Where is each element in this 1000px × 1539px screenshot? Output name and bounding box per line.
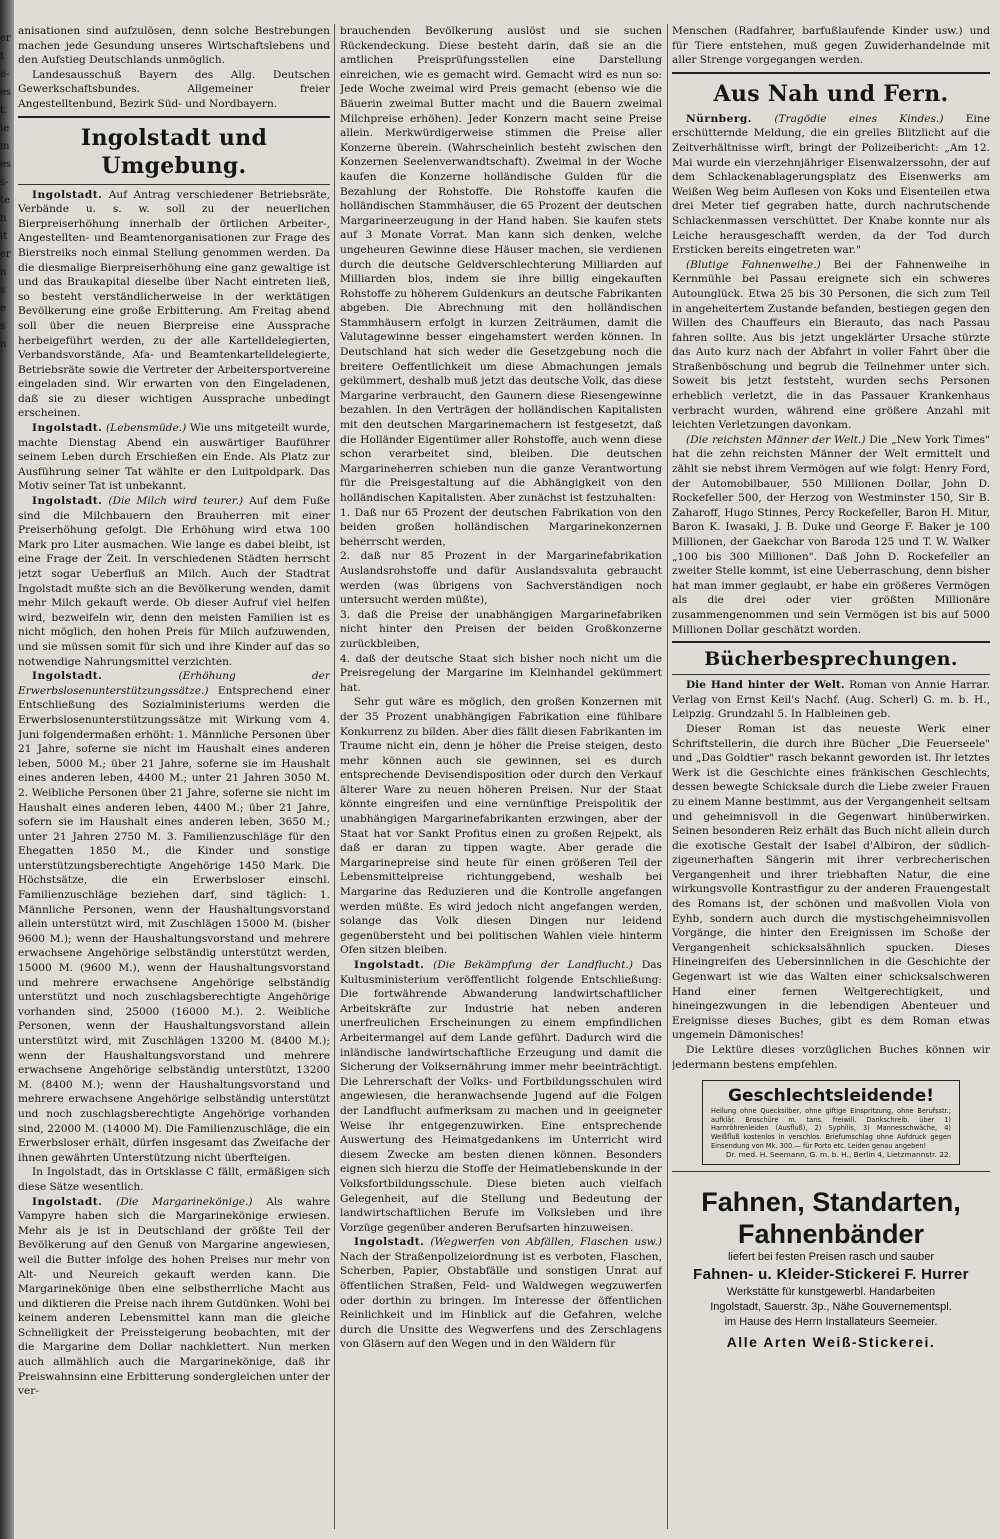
article-subtitle: (Die Milch wird teurer.) bbox=[108, 495, 244, 508]
section-heading-aus-nah-und-fern: Aus Nah und Fern. bbox=[713, 80, 949, 107]
article-paragraph bbox=[340, 958, 662, 1235]
article-subtitle: (Blutige Fahnenweihe.) bbox=[686, 258, 821, 271]
column-3 bbox=[672, 24, 990, 1533]
intro-signature: Landesausschuß Bayern des Allg. Deutschen Gewerkschaftsbundes. Allgemeiner freier Angestelltenbund, Bezirk Süd- und Nordbayern. bbox=[18, 68, 330, 110]
section-rule bbox=[18, 116, 330, 118]
ad-line: im Hause des Herrn Installateurs Seemeier. bbox=[724, 1315, 938, 1328]
edge-fragment: e- bbox=[0, 69, 10, 80]
edge-fragment: n bbox=[0, 267, 7, 278]
article-subtitle: (Die reichsten Männer der Welt.) bbox=[686, 433, 866, 446]
section-heading-buecherbesprechungen: Bücherbesprechungen. bbox=[704, 648, 958, 671]
article-paragraph bbox=[340, 652, 662, 696]
column-1 bbox=[18, 24, 330, 1533]
article-paragraph bbox=[18, 421, 330, 494]
article-subtitle: (Lebensmüde.) bbox=[106, 422, 187, 435]
edge-fragment: t. bbox=[0, 105, 8, 116]
article-text: 2. daß nur 85 Prozent in der Margarinefabrikation Auslandsrohstoffe und dafür Auslandsvaluta gebraucht werden (was übrigens von Sachverständigen noch untersucht werden müßte), bbox=[340, 550, 662, 607]
ad-title: Geschlechtsleidende! bbox=[727, 1086, 934, 1107]
column-divider-2 bbox=[667, 24, 668, 1529]
ad-line: liefert bei festen Preisen rasch und sauber bbox=[727, 1250, 935, 1263]
article-text: Die „New York Times" hat die zehn reichsten Männer der Welt ermittelt und zählt sie nebst ihrem Vermögen auf wie folgt: Henry Ford, der Automobilbauer, 550 Millionen Dollar, John D. Rockefeller 500, der Herzog von Westminster 150, Sir B. Zaharoff, Hugo Stinnes, Percy Rockefeller, Baron H. Mitur, Baron K. Iwasaki, J. B. Duke und George F. Baker je 100 Millionen, der Gaekchar von Baroda 125 und T. W. Walker „100 bis 300 Millionen". Daß John D. Rockefeller an zweiter Stelle kommt, ist eine Ueberraschung, denn bisher hat man immer geglaubt, er habe ein größeres Vermögen als die drei oder vier größten Millionäre zusammengenommen und sein Vermögen ist bis auf 5000 Millionen Dollar geschätzt worden. bbox=[672, 433, 990, 636]
ad-line: Werkstätte für kunstgewerbl. Handarbeiten bbox=[726, 1285, 936, 1298]
edge-fragment: s bbox=[0, 285, 6, 296]
article-text: 4. daß der deutsche Staat sich bisher noch nicht um die Preisregelung der Margarine im Kleinhandel gekümmert hat. bbox=[340, 652, 662, 694]
article-paragraph bbox=[340, 549, 662, 607]
article-paragraph bbox=[18, 188, 330, 422]
article-text: Auf Antrag verschiedener Betriebsräte, Verbände u. s. w. soll zu der neuerlichen Bierpreiserhöhung innerhalb der örtlichen Arbeiter-, Angestellten- und Beamtenorganisationen zur Frage des Bierstreiks noch einmal Stellung genommen werden. Da die diesmalige Bierpreiserhöhung eine ganz gewaltige ist und das Braukapital dieselbe über Nacht eintreten ließ, so besteht verständlicherweise in der werktätigen Bevölkerung eine große Erbitterung. Am Freitag abend soll über die neuen Bierpreise eine Aussprache herbeigeführt werden, zu der alle Kartelldelegierten, Verbandsvorstände, Afa- und Beamtenkartelldelegierte, Betriebsräte sowie die Vertreter der Arbeitersportvereine eingeladen sind. Wir erwarten von den Eingeladenen, daß sie zu dieser wichtigen Aussprache unbedingt erscheinen. bbox=[18, 188, 330, 420]
article-paragraph bbox=[340, 608, 662, 652]
edge-fragment: e bbox=[0, 303, 6, 314]
article-paragraph bbox=[672, 112, 990, 258]
dateline: Ingolstadt. bbox=[32, 1195, 103, 1208]
article-subtitle: (Tragödie eines Kindes.) bbox=[774, 112, 944, 125]
edge-fragment: es bbox=[0, 159, 12, 170]
article-subtitle: (Die Margarinekönige.) bbox=[116, 1195, 253, 1208]
article-text: 1. Daß nur 65 Prozent der deutschen Fabrikation von den beiden großen holländischen Margarinekonzernen beherrscht werden, bbox=[340, 506, 662, 548]
section-rule bbox=[672, 674, 990, 675]
article-paragraph bbox=[18, 1165, 330, 1194]
ad-body: Heilung ohne Quecksilber, ohne giftige Einspritzung, ohne Berufsstr.; aufklär. Broschüre m. tans. freiwill. Dankschreib. über 1) Harnröhrenleiden (Ausfluß), 2) Syphilis, 3) Mannesschwäche, 4) Weißfluß kostenlos in verschlos. Briefumschlag ohne Aufdruck gegen Einsendung von Mk. 300.— für Porto etc. Leiden genau angeben! bbox=[711, 1107, 951, 1150]
article-subtitle: (Erhöhung der Erwerbslosenunterstützungssätze.) bbox=[18, 670, 330, 697]
ad-rule bbox=[672, 1171, 990, 1172]
article-text: Als wahre Vampyre haben sich die Margarinekönige erwiesen. Mehr als je ist in Deutschland der größte Teil der Bevölkerung auf den Genuß von Margarine angewiesen, weil die Butter infolge des hohen Preises nur mehr von Alt- und Neureich gekauft werden kann. Die Margarinekönige üben eine selbstherrliche Macht aus und diktieren die Preise nach ihrem Gutdünken. Wohl bei keinem anderen Lebensmittel kann man die gleiche Schnelligkeit der Preissteigerung beobachten, mit der die Margarine dem Dollar nachklettert. Nun merken auch allmählich auch die Margarinekönige, daß ihr Preiswahnsinn eine Erbitterung sondergleichen unter der ver- bbox=[18, 1195, 330, 1398]
article-paragraph bbox=[340, 506, 662, 550]
column-1-articles bbox=[18, 188, 330, 1399]
cropped-column-fragments bbox=[0, 30, 14, 354]
dateline: Ingolstadt. bbox=[354, 1236, 425, 1249]
column-2 bbox=[340, 24, 662, 1533]
section-rule bbox=[672, 72, 990, 74]
article-text: In Ingolstadt, das in Ortsklasse C fällt, ermäßigen sich diese Sätze wesentlich. bbox=[18, 1166, 330, 1193]
article-text: Bei der Fahnenweihe in Kernmühle bei Passau ereignete sich ein schweres Autounglück. Etwa 25 bis 30 Personen, die sich zum Teil in angeheitertem Zustande befanden, bestiegen gegen den Willen des Chauffeurs ein Bierauto, das nach Passau fahren sollte. Aus bis jetzt ungeklärter Ursache stürzte das Auto kurz nach der Abfahrt in voller Fahrt über die Straßenböschung und begrub die Teilnehmer unter sich. Soweit bis jetzt feststeht, wurden sechs Personen erheblich verletzt, die in das Passauer Krankenhaus verbracht wurden, während eine größere Anzahl mit leichten Verletzungen davonkam. bbox=[672, 258, 990, 432]
dateline: Nürnberg. bbox=[686, 112, 752, 125]
article-paragraph bbox=[340, 24, 662, 506]
section-rule bbox=[672, 641, 990, 643]
edge-fragment: m bbox=[0, 141, 10, 152]
article-paragraph bbox=[340, 1235, 662, 1352]
article-text: Nach der Straßenpolizeiordnung ist es verboten, Flaschen, Scherben, Papier, Obstabfälle und sonstigen Unrat auf öffentlichen Straßen, Feld- und Waldwegen wegzuwerfen oder dorthin zu bringen. Im Interesse der öffentlichen Reinlichkeit und im Hinblick auf die Gefahren, welche durch die Unsitte des Wegwerfens und des Zerschlagens von Gläsern auf den Wegen und in den Wäldern für bbox=[340, 1250, 662, 1351]
article-text: Das Kultusministerium veröffentlicht folgende Entschließung: Die fortwährende Abwanderung landwirtschaftlicher Arbeitskräfte zur Industrie hat neben anderen unerfreulichen Erscheinungen zu einem empfindlichen Arbeitermangel auf dem Lande geführt. Dadurch wird die inländische landwirtschaftliche Erzeugung und damit die Sicherung der Volksernährung immer mehr beeinträchtigt. Die Lehrerschaft der Volks- und Fortbildungsschulen wird angewiesen, die heranwachsende Jugend auf die Folgen der Landflucht aufmerksam zu machen und in geeigneter Weise ihr entgegenzuwirken. Eine entsprechende Auswertung des Heimatgedankens im Unterricht wird diesem Zwecke am besten dienen können. Besonders eignen sich hierzu die Stoffe der Heimatlebenskunde in der Volksfortbildungsschule. Diese bieten auch vielfach Gelegenheit, auf die Stellung und Bedeutung der landwirtschaftlichen Berufe im Volksleben und ihre Vorzüge gegenüber anderen Berufsarten hinzuweisen. bbox=[340, 959, 662, 1234]
ad-headline-2: Fahnenbänder bbox=[737, 1218, 925, 1249]
article-text: Wie uns mitgeteilt wurde, machte Dienstag Abend ein auswärtiger Bauführer seinem Leben durch Erschießen ein Ende. Als Platz zur Ausführung seiner Tat wählte er den Luitpoldpark. Das Motiv seiner Tat ist unbekannt. bbox=[18, 422, 330, 493]
dateline: Ingolstadt. bbox=[32, 422, 103, 435]
book-meta: Roman von Annie Harrar. Verlag von Ernst Keil's Nachf. (Aug. Scherl) G. m. b. H., Leipzig. Grundzahl 5. In Halbleinen geb. bbox=[672, 679, 990, 721]
article-paragraph bbox=[672, 258, 990, 433]
article-text: Eine erschütternde Meldung, die ein grelles Blitzlicht auf die Zeitverhältnisse wirft, bringt der Polizeibericht: „Am 12. Mai wurde ein vierzehnjähriger Eisenwalzerssohn, der auf dem Schlackenablagerungsplatz des Eisenwerks am Weißen Weg beim Auflesen von Koks und Eisenteilen etwa drei Meter tief gegraben hatte, durch nachrutschende Schlackenmassen verschüttet. Der Knabe konnte nur als Leiche herausgeschafft werden, da der Tod durch Ersticken bereits eingetreten war." bbox=[672, 112, 990, 257]
article-paragraph bbox=[18, 669, 330, 1165]
edge-fragment: n bbox=[0, 339, 7, 350]
intro-paragraph: anisationen sind aufzulösen, denn solche Bestrebungen machen jede Gesundung unseres Wirtschaftslebens und den Aufstieg Deutschlands unmöglich. bbox=[18, 25, 330, 67]
dateline: Ingolstadt. bbox=[354, 959, 425, 971]
ad-headline-1: Fahnen, Standarten, bbox=[701, 1186, 961, 1217]
article-text: Sehr gut wäre es möglich, den großen Konzernen mit der 35 Prozent unabhängigen Fabrikation eine fühlbare Konkurrenz zu bilden. Aber dies fällt diesen Fabrikanten im Traume nicht ein, denn je höher die Preise steigen, desto mehr können auch sie gewinnen, sei es durch entsprechende Devisendisposition oder durch den Verkauf älterer Ware zu neuen höheren Preisen. Nur der Staat könnte eingreifen und eine vernünftige Preispolitik der unabhängigen Margarinefabrikanten erzwingen, aber der Staat hat vor Sankt Profitus einen zu großen Rejpekt, als daß er daran zu tippen wagte. Aber gerade die Margarinepreise sind heute für einen größeren Teil der Lebensmittelpreise richtunggebend, weshalb bei Margarine das Reduzieren und die Kontrolle angefangen werden müßte. Es wird jedoch nicht angefangen werden, solange das Volk diesen Dingen nur leidend gegenübersteht und bei politischen Wahlen viele hinterm Ofen sitzen bleiben. bbox=[340, 696, 662, 957]
article-paragraph bbox=[18, 1195, 330, 1399]
book-review-text: Dieser Roman ist das neueste Werk einer Schriftstellerin, die durch ihre Bücher „Die Feuerseele" und „Das Goldtier" rasch bekannt geworden ist. Ihr letztes Werk ist die Geschichte eines fränkischen Geschlechts, dessen bewegte Schicksale durch die Liebe zweier Frauen zu einem Manne bestimmt, aus der Vergangenheit seltsam und geheimnisvoll in die Gegenwart hinüberwirken. Seinen besonderen Reiz erhält das Buch nicht allein durch die exotische Gestalt der Isabel d'Albiron, der südlich-zigeunerhaften Sängerin mit ihrer verbrecherischen Vergangenheit und ihrer triebhaften Natur, die eine wirkungsvolle Kontrastfigur zu der anderen Frauengestalt des Romans ist, der schönen und maßvollen Viola von Eyhb, sondern auch durch die mystischgeheimnisvollen Vorgänge, die hinter den Ereignissen im Schoße der Vergangenheit schicksalsähnlich spucken. Dieses Hineingreifen des Uebersinnlichen in die Geschichte der Gegenwart ist wie das Walten einer schicksalschweren Hand einer fernen Weltgerechtigkeit, und hineingezwungen in die lebendigen Abenteuer und Ereignisse dieses Buches, gibt es dem Roman etwas ungemein Dämonisches! bbox=[672, 722, 990, 1042]
book-title: Die Hand hinter der Welt. bbox=[686, 679, 845, 692]
article-paragraph bbox=[672, 433, 990, 637]
edge-fragment: n bbox=[0, 213, 7, 224]
advertisement-geschlechtsleidende bbox=[702, 1080, 960, 1165]
section-rule bbox=[18, 184, 330, 185]
edge-fragment: er bbox=[0, 249, 11, 260]
article-text: brauchenden Bevölkerung auslöst und sie suchen Rückendeckung. Diese besteht darin, daß sie an die amtlichen Preisprüfungsstellen eine Darstellung einreichen, wie es gemacht wird. Gemacht wird es nun so: Jede Woche zweimal wird Preis gemacht (ebenso wie die Bäuerin zweimal Butter macht und die Bauern zweimal Milchpreise erhöhen). Jeder Konzern macht seine Preise allein. Merkwürdigerweise stimmen die Preise aller Konzerne überein. (Wahrscheinlich besteht zwischen den Konzernen Seelenverwandtschaft). Zweimal in der Woche kaufen die Konzerne holländische Gulden für die Bezahlung der Rohstoffe. Die Rohstoffe kaufen die holländischen Stammhäuser, die 65 Prozent der deutschen Margarineerzeugung in der Hand haben. Sie kaufen stets auf 3 Monate Vorrat. Man kann sich denken, welche ungeheuren Gewinne diese Häuser machen, sie verdienen durch die deutsche Geldverschlechterung Milliarden auf Milliarden blos, indem sie ihre billig eingekauften Rohstoffe zu höherem Guldenkurs an deutsche Fabrikanten abgeben. Die Abrechnung mit den holländischen Stammhäusern erfolgt in kurzen Zeiträumen, damit die Valutagewinne besser eingehamstert werden können. In Deutschland hat sich weder die Gesetzgebung noch die breitere Oeffentlichkeit um diese Abmachungen jemals gekümmert, deshalb muß jetzt das deutsche Volk, das diese Margarine verbraucht, den Gaunern diese Riesengewinne bezahlen. In den Verträgen der holländischen Kapitalisten mit den deutschen Margarinemachern ist festgesetzt, daß die Holländer Eigentümer aller Rohstoffe, auch wenn diese schon verarbeitet sind, bleiben. Die deutschen Margarineherren schieben nun die ganze Verantwortung für die Preisgestaltung auf die Abhängigkeit von den holländischen Kapitalisten. Aber zunächst ist festzuhalten: bbox=[340, 25, 662, 504]
article-subtitle: (Wegwerfen von Abfällen, Flaschen usw.) bbox=[430, 1236, 662, 1249]
ad-closing: Alle Arten Weiß-Stickerei. bbox=[726, 1333, 936, 1350]
dateline: Ingolstadt. bbox=[32, 188, 103, 201]
edge-fragment: es bbox=[0, 87, 12, 98]
column-2-articles bbox=[340, 24, 662, 1352]
edge-fragment: it bbox=[0, 231, 8, 242]
ad-address: Dr. med. H. Seemann, G. m. b. H., Berlin 4, Lietzmannstr. 22. bbox=[725, 1150, 951, 1160]
article-paragraph bbox=[18, 494, 330, 669]
ad-firm-name: Fahnen- u. Kleider-Stickerei F. Hurrer bbox=[693, 1265, 969, 1283]
ad-address: Ingolstadt, Sauerstr. 3p., Nähe Gouvernementspl. bbox=[710, 1300, 952, 1313]
edge-fragment: s- bbox=[0, 177, 9, 188]
section-heading-ingolstadt: Ingolstadt und Umgebung. bbox=[80, 124, 268, 179]
edge-fragment: te bbox=[0, 195, 10, 206]
dateline: Ingolstadt. bbox=[32, 670, 103, 683]
article-text: Auf dem Fuße sind die Milchbauern den Brauherren mit einer Preiserhöhung gefolgt. Die Erhöhung wird etwa 100 Mark pro Liter ausmachen. Wie lange es dabei bleibt, ist eine Frage der Zeit. In verschiedenen Städten herrscht jetzt sogar Ueberfluß an Milch. Auch der Stadtrat Ingolstadt mußte sich an die Bevölkerung wenden, damit mehr Milch gekauft werde. Ob dieser Aufruf viel helfen wird, bezweifeln wir, denn den meisten Familien ist es nicht möglich, den hohen Preis für Milch aufzuwenden, und sie müssen somit für sich und ihre Kinder auf das so notwendige Nahrungsmittel verzichten. bbox=[18, 495, 330, 668]
column-3-articles bbox=[672, 112, 990, 637]
book-review bbox=[672, 678, 990, 722]
book-review-closing: Die Lektüre dieses vorzüglichen Buches können wir jedermann bestens empfehlen. bbox=[672, 1044, 990, 1071]
dateline: Ingolstadt. bbox=[32, 495, 103, 508]
edge-fragment: er bbox=[0, 33, 11, 44]
article-paragraph bbox=[340, 695, 662, 958]
continued-paragraph: Menschen (Radfahrer, barfußlaufende Kinder usw.) und für Tiere entstehen, muß gegen Zuwiderhandelnde mit aller Strenge vorgegangen werden. bbox=[672, 25, 990, 67]
edge-fragment: s bbox=[0, 321, 6, 332]
edge-fragment: t bbox=[0, 51, 5, 62]
advertisement-fahnen bbox=[672, 1186, 990, 1352]
article-subtitle: (Die Bekämpfung der Landflucht.) bbox=[433, 959, 634, 971]
article-text: Entsprechend einer Entschließung des Sozialministeriums werden die Erwerbslosenunterstützungssätze mit Wirkung vom 4. Juni folgendermaßen erhöht: 1. Männliche Personen über 21 Jahre, soferne sie nicht im Haushalt eines anderen leben, 5000 M.; über 21 Jahre, soferne sie im Haushalt eines anderen leben, 4400 M.; unter 21 Jahren 3050 M. 2. Weibliche Personen über 21 Jahre, soferne sie nicht im Haushalt eines anderen leben, 4400 M.; über 21 Jahre, sofern sie im Haushalt eines anderen leben, 3650 M.; unter 21 Jahren 2750 M. 3. Familienzuschläge für den Ehegatten 1850 M., die Kinder und sonstige unterstützungsberechtigte Angehörige 1450 Mark. Die Höchstsätze, die ein Erwerbsloser einschl. Familienzuschläge beziehen darf, sind täglich: 1. Männliche Personen, wenn der Haushaltungsvorstand allein unterstützt wird, mit Zuschlägen 15000 M. (bisher 9600 M.); wenn der Haushaltungsvorstand und mehrere erwachsene Angehörige selbständig unterstützt werden, 15000 M. (9600 M.), wenn der Haushaltungsvorstand und mehrere erwachsene Angehörige selbständig unterstützt und noch zuschlagsberechtigte Angehörige vorhanden sind, 25000 (16000 M.). 2. Weibliche Personen, wenn der Haushaltungsvorstand allein unterstützt wird, mit Zuschlägen 13200 M. (8400 M.); wenn der Haushaltungsvorstand und mehrere erwachsene Angehörige selbständig unterstützt, 13200 M. (8400 M.); wenn der Haushaltungsvorstand und mehrere erwachsene Angehörige selbständig unterstützt und noch zuschlagsberechtigte Angehörige vorhanden sind, 22000 M. (14000 M). Die Familienzuschläge, die ein Erwerbsloser erhält, dürfen insgesamt das Zweifache der ihnen gewährten Unterstützung nicht überfteigen. bbox=[18, 684, 330, 1164]
edge-fragment: ie bbox=[0, 123, 10, 134]
column-divider-1 bbox=[334, 24, 335, 1529]
article-text: 3. daß die Preise der unabhängigen Margarinefabriken nicht hinter den Preisen der beiden Großkonzerne zurückbleiben, bbox=[340, 608, 662, 650]
